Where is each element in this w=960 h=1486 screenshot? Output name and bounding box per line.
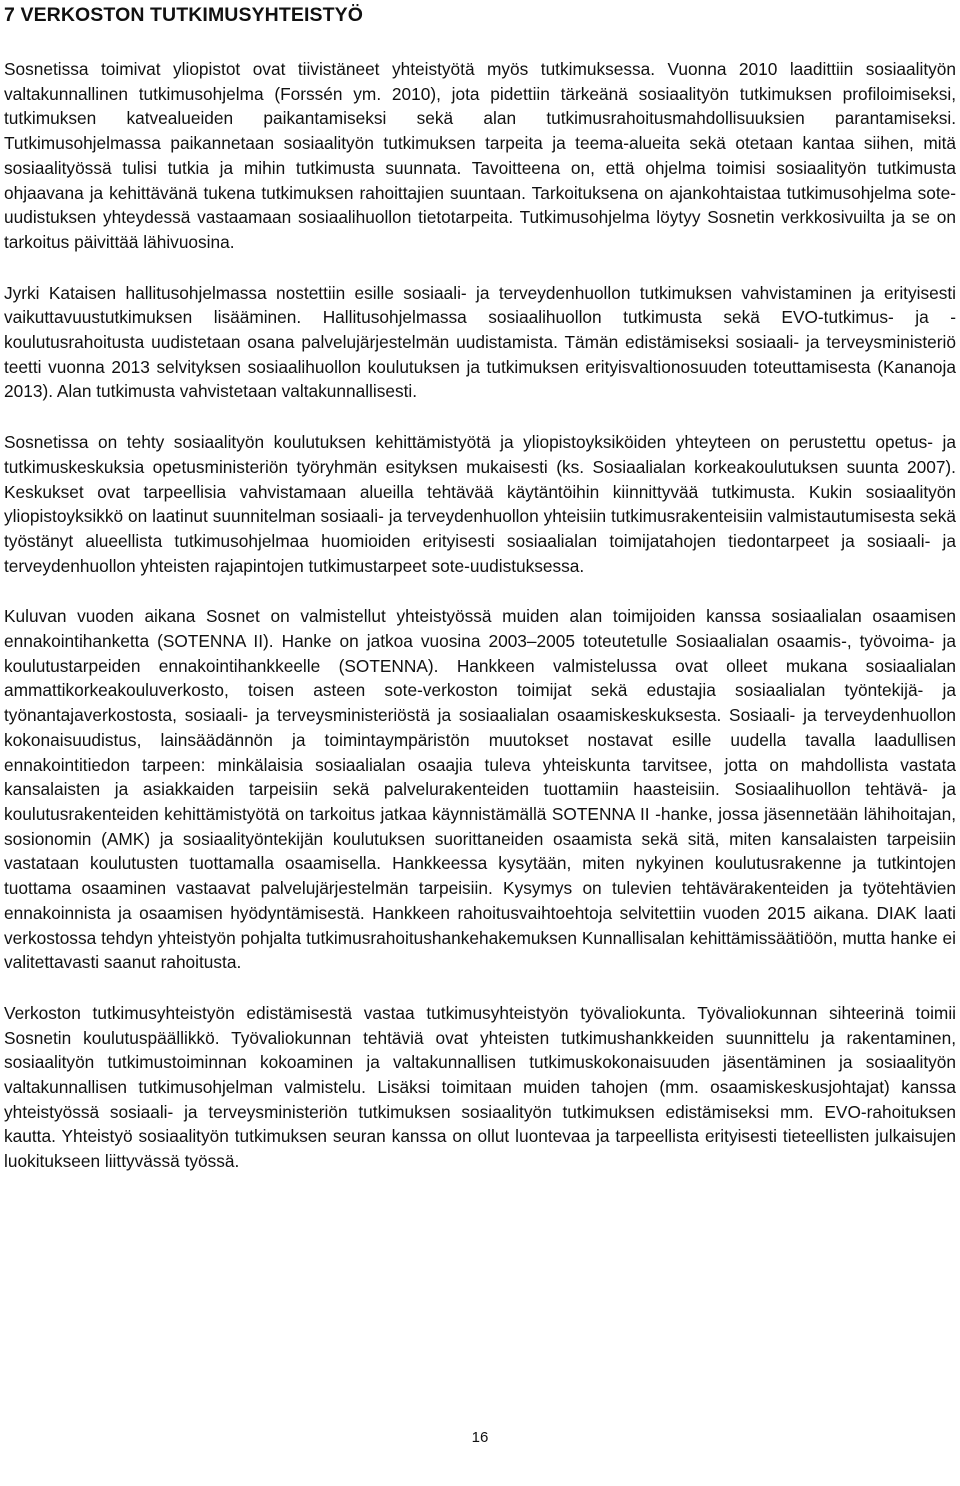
- page-number: 16: [471, 1429, 489, 1446]
- paragraph-sotenna-project: Kuluvan vuoden aikana Sosnet on valmistellut yhteistyössä muiden alan toimijoiden kanssa sosiaalialan osaamisen ennakointihanketta (SOTENNA II). Hanke on jatkoa vuosina 2003–2005 toteutetulle Sosiaalialan osaamis-, työvoima- ja koulutustarpeiden ennakointihankkeelle (SOTENNA). Hankkeen valmistelussa ovat olleet mukana sosiaalialan ammattikorkeakouluverkosto, toisen asteen sote-verkoston toimijat sekä edustajia sosiaalialan työntekijä- ja työnantajaverkostosta, sosiaali- ja terveysministeriöstä ja sosiaalialan osaamiskeskuksesta. Sosiaali- ja terveydenhuollon kokonaisuudistus, lainsäädännön ja toimintaympäristön muutokset nostavat esille uudella tavalla laadullisen ennakointitiedon tarpeen: minkälaisia sosiaalialan osaajia tuleva yhteiskunta tarvitsee, jotta on mahdollista vastata kansalaisten ja asiakkaiden tarpeisiin sekä palvelurakenteiden tuottamiin haasteisiin. Sosiaalihuollon tehtävä- ja koulutusrakenteiden kehittämistyötä on tarkoitus jatkaa käynnistämällä SOTENNA II -hanke, jossa jäsennetään lähihoitajan, sosionomin (AMK) ja sosiaalityöntekijän koulutuksen suorittaneiden osaamista sekä sitä, miten kansalaisten tarpeisiin vastataan koulutusten tuottamalla osaamisella. Hankkeessa kysytään, miten nykyinen koulutusrakenne ja tutkintojen tuottama osaaminen vastaavat palvelujärjestelmän tarpeisiin. Kysymys on tulevien tehtävärakenteiden ja työtehtävien ennakoinnista ja osaamisen hyödyntämisestä. Hankkeen rahoitusvaihtoehtoja selvitettiin vuoden 2015 aikana. DIAK laati verkostossa tehdyn yhteistyön pohjalta tutkimusrahoitushankehakemuksen Kunnallisalan kehittämissäätiöön, mutta hanke ei valitettavasti saanut rahoitusta.: [4, 606, 956, 973]
- paragraph-research-program: Sosnetissa toimivat yliopistot ovat tiivistäneet yhteistyötä myös tutkimuksessa. Vuonna 2010 laadittiin sosiaalityön valtakunnallinen tutkimusohjelma (Forssén ym. 2010), jota pidettiin tärkeänä sosiaalityön tutkimuksen profiloimiseksi, tutkimuksen katvealueiden paikantamiseksi sekä alan tutkimusrahoitusmahdollisuuksien parantamiseksi. Tutkimusohjelmassa paikannetaan sosiaalityön tutkimuksen tarpeita ja teema-alueita sekä otetaan kantaa siihen, mitä sosiaalityössä tulisi tutkia ja mihin tutkimusta suunnata. Tavoitteena on, että ohjelma toimisi sosiaalityön tutkimusta ohjaavana ja kehittävänä tukena tutkimuksen rahoittajien suuntaan. Tarkoituksena on ajankohtaistaa tutkimusohjelma sote-uudistuksen yhteydessä vastaamaan sosiaalihuollon tietotarpeita. Tutkimusohjelma löytyy Sosnetin verkkosivuilta ja se on tarkoitus päivittää lähivuosina.: [4, 59, 956, 252]
- chapter-heading: 7 VERKOSTON TUTKIMUSYHTEISTYÖ: [4, 4, 363, 26]
- paragraph-working-committee: Verkoston tutkimusyhteistyön edistämisestä vastaa tutkimusyhteistyön työvaliokunta. Työvaliokunnan sihteerinä toimii Sosnetin koulutuspäällikkö. Työvaliokunnan tehtäviä ovat yhteisten tutkimushankkeiden suunnittelu ja rakentaminen, sosiaalityön tutkimustoiminnan kokoaminen ja valtakunnallisen tutkimuskokonaisuuden jäsentäminen ja sosiaalityön valtakunnallisen tutkimusohjelman valmistelu. Lisäksi toimitaan muiden tahojen (mm. osaamiskeskusjohtajat) kanssa yhteistyössä sosiaali- ja terveysministeriön tutkimuksen sosiaalityön tutkimuksen edistämiseksi mm. EVO-rahoituksen kautta. Yhteistyö sosiaalityön tutkimuksen seuran kanssa on ollut luontevaa ja tarpeellista erityisesti tieteellisten julkaisujen luokitukseen liittyvässä työssä.: [4, 1002, 956, 1172]
- paragraph-government-program: Jyrki Kataisen hallitusohjelmassa nostettiin esille sosiaali- ja terveydenhuollon tutkimuksen vahvistaminen ja erityisesti vaikuttavuustutkimuksen lisääminen. Hallitusohjelmassa sosiaalihuollon tutkimusta sekä EVO-tutkimus- ja -koulutusrahoitusta uudistetaan osana palvelujärjestelmän uudistamista. Tämän edistämiseksi sosiaali- ja terveysministeriö teetti vuonna 2013 selvityksen sosiaalihuollon koulutuksen ja tutkimuksen erityisvaltionosuuden toteuttamisesta (Kananoja 2013). Alan tutkimusta vahvistetaan valtakunnallisesti.: [4, 282, 956, 402]
- paragraph-research-centers: Sosnetissa on tehty sosiaalityön koulutuksen kehittämistyötä ja yliopistoyksiköiden yhteyteen on perustettu opetus- ja tutkimuskeskuksia opetusministeriön työryhmän esityksen mukaisesti (ks. Sosiaalialan korkeakoulutuksen suunta 2007). Keskukset ovat tarpeellisia vahvistamaan alueilla tehtävää käytäntöihin kiinnittyvää tutkimusta. Kukin sosiaalityön yliopistoyksikkö on laatinut suunnitelman sosiaali- ja terveydenhuollon yhteisiin tutkimusrakenteisiin valmistautumisesta sekä työstänyt alueellista tutkimusohjelmaa huomioiden erityisesti sosiaalialan toimijatahojen tiedontarpeet ja sosiaali- ja terveydenhuollon yhteisten rajapintojen tutkimustarpeet sote-uudistuksessa.: [4, 432, 956, 576]
